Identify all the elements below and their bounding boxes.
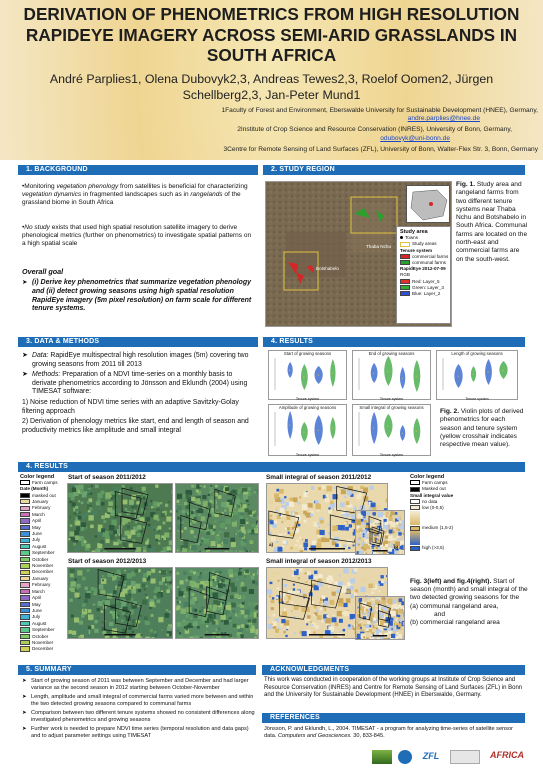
month-legend-item: October bbox=[20, 557, 66, 563]
legend-right-low: low (0-0,5) bbox=[410, 505, 525, 511]
month-legend-item: February bbox=[20, 582, 66, 588]
month-legend-item: July bbox=[20, 537, 66, 543]
method-step-2: 2) Derivation of phenology metrics like start, end and length of season and productivity metrics like amplitude and small integral bbox=[22, 418, 249, 434]
background-paragraph-2: •No study exists that used high spatial resolution satellite imagery to derive phenological metrics (further on phenometrics) to investigate spatial patterns on a high spatial scale bbox=[22, 224, 252, 248]
month-swatch bbox=[20, 582, 30, 587]
mean-crosshair: + bbox=[331, 370, 334, 376]
integral-color-legend bbox=[410, 474, 525, 552]
month-legend-item: November bbox=[20, 563, 66, 569]
month-legend-item: November bbox=[20, 640, 66, 646]
mean-crosshair: + bbox=[331, 425, 334, 431]
arrow-bullet-icon: ➤ bbox=[22, 371, 28, 379]
legend-right-masked: Masked out bbox=[410, 486, 525, 492]
legend-right-farm-camps: Farm camps bbox=[410, 480, 525, 486]
month-legend-item: December bbox=[20, 646, 66, 652]
mean-crosshair: + bbox=[386, 368, 390, 374]
red-band-swatch bbox=[400, 279, 410, 284]
month-swatch bbox=[20, 589, 30, 594]
month-swatch bbox=[20, 563, 30, 568]
violin-plot-start bbox=[268, 350, 347, 400]
plot-title-small-integral: Small integral of growing seasons bbox=[359, 405, 424, 410]
month-swatch bbox=[20, 608, 30, 613]
plot-title-amplitude: Amplitude of growing seasons bbox=[278, 405, 337, 410]
section-summary-header: 5. SUMMARY bbox=[18, 665, 256, 675]
legend-rapideye-title: RapidEye 2012-07-09 bbox=[400, 266, 446, 272]
legend-right-value-title: Small integral value bbox=[410, 492, 454, 498]
map-title-start-2012: Start of season 2012/2013 bbox=[68, 558, 147, 565]
month-legend-item: May bbox=[20, 602, 66, 608]
blue-band-swatch bbox=[400, 291, 410, 296]
month-legend-item: April bbox=[20, 595, 66, 601]
legend-band-red: Red: Layer_5 bbox=[400, 279, 447, 285]
month-swatch bbox=[20, 512, 30, 517]
month-swatch bbox=[20, 595, 30, 600]
violin-shapes-length bbox=[437, 356, 517, 392]
month-swatch bbox=[20, 499, 30, 504]
hnee-logo bbox=[372, 750, 392, 764]
mean-crosshair: + bbox=[372, 425, 375, 431]
summary-item-1: ➤ Start of growing season of 2011 was between September and December and had larger variance as the second season in 2012 starting between October-November bbox=[22, 678, 249, 691]
farm-camps-swatch bbox=[410, 480, 420, 485]
overall-goal-item: ➤ (i) Derive key phenometrics that summarize vegetation phenology and (ii) detect growing seasons using high spatial resolution RapidEye imagery (5m pixel resolution) on farm scale for different tenure systems. bbox=[22, 279, 252, 313]
arrow-bullet-icon: ➤ bbox=[22, 710, 27, 716]
mean-crosshair: + bbox=[415, 428, 418, 434]
summary-item-3: ➤ Comparison between two different tenure systems showed no consistent differences along investigated phenometrics and growing seasons bbox=[22, 710, 255, 723]
month-swatch bbox=[20, 621, 30, 626]
commercial-swatch bbox=[400, 254, 410, 259]
summary-item-2: ➤ Length, amplitude and small integral of commercial farms varied more between and within the two detected growing seasons compared to communal farms bbox=[22, 694, 254, 707]
data-bullet: ➤ Data: RapidEye multispectral high resolution images (5m) covering two growing seasons from 2011 till 2013 bbox=[22, 352, 249, 368]
methods-bullet: ➤ Methods: Preparation of a NDVI time-series on a monthly basis to derivate phenometrics according to Jönsson and Eklundh (2004) using TIMESAT software: bbox=[22, 371, 248, 396]
affiliation-2: 2Institute of Crop Science and Resource Conservation (INRES), University of Bonn, Germany, bbox=[237, 126, 512, 134]
month-legend-item: June bbox=[20, 608, 66, 614]
summary-item-4: ➤ Further work is needed to prepare NDVI time series (temporal resolution and data gaps) and to adjust parameter settings using TIMESAT bbox=[22, 726, 249, 739]
zfl-logo: ZFL bbox=[422, 751, 440, 761]
figure-3-4-caption: Fig. 3(left) and fig.4(right). Start of season (month) and small integral of the two detected growing seasons for the (a) communal rangeland area, and (b) commercial rangeland area bbox=[410, 578, 528, 627]
month-swatch bbox=[20, 518, 30, 523]
legend-tenure-title: Tenure system bbox=[400, 247, 433, 253]
legend-commercial: commercial farms bbox=[400, 254, 447, 260]
map-integral-2012-b bbox=[355, 596, 405, 640]
legend-right-medium: medium (1,5-2) bbox=[410, 525, 525, 531]
email-link-2[interactable]: odubovyk@uni-bonn.de bbox=[380, 134, 450, 142]
mean-crosshair: + bbox=[471, 371, 475, 377]
section-ack-header: ACKNOWLEDGMENTS bbox=[262, 665, 525, 675]
month-swatch bbox=[20, 614, 30, 619]
month-legend-item: May bbox=[20, 525, 66, 531]
ack-text: This work was conducted in cooperation of the working groups at Institute of Crop Science and Resource Conservation (INRES) and Centre for Remote Sensing of Land Surfaces (ZFL) in Bonn and the University for Sustainable Development (HNEE) in Eberswalde, Germany. bbox=[264, 677, 523, 699]
month-color-legend bbox=[20, 474, 66, 653]
town-label-botshabelo: Botshabelo bbox=[316, 266, 339, 271]
affiliation-3: 3Centre for Remote Sensing of Land Surfaces (ZFL), University of Bonn, Walter-Flex Str. 3, Bonn, Germany bbox=[223, 145, 538, 153]
panel-label-a: a) bbox=[269, 542, 274, 547]
month-swatch bbox=[20, 557, 30, 562]
medium-swatch bbox=[410, 526, 420, 531]
masked-swatch bbox=[410, 487, 420, 492]
plot-xlabel-end: Tenure system bbox=[379, 397, 404, 401]
plot-xlabel-start: Tenure system bbox=[295, 397, 320, 401]
data-methods-body bbox=[22, 352, 256, 435]
map-start-2012-b bbox=[175, 567, 259, 639]
month-legend-item: July bbox=[20, 614, 66, 620]
section-results-header-maps: 4. RESULTS bbox=[18, 462, 525, 472]
affiliation-1: 1Faculty of Forest and Environment, Eberswalde University for Sustainable Development (HNEE), Germany, bbox=[221, 107, 538, 114]
inset-overview-map bbox=[406, 185, 450, 223]
violin-shapes-start bbox=[269, 356, 346, 392]
gradient-bar-2 bbox=[410, 531, 420, 545]
month-swatch bbox=[20, 544, 30, 549]
month-legend-item: February bbox=[20, 505, 66, 511]
month-swatch bbox=[20, 550, 30, 555]
month-swatch bbox=[20, 570, 30, 575]
legend-band-green: Green: Layer_3 bbox=[400, 285, 447, 291]
month-legend-item: September bbox=[20, 550, 66, 556]
mean-crosshair: + bbox=[317, 427, 320, 433]
legend-right-title: Color legend bbox=[410, 474, 445, 480]
month-legend-list bbox=[20, 493, 66, 653]
arrow-bullet-icon: ➤ bbox=[22, 678, 27, 684]
town-marker-icon bbox=[400, 236, 403, 239]
town-label-thaba-nchu: Thaba Nchu bbox=[366, 244, 392, 249]
study-area-swatch bbox=[400, 242, 410, 247]
high-swatch bbox=[410, 546, 420, 551]
month-legend-item: December bbox=[20, 569, 66, 575]
arrow-bullet-icon: ➤ bbox=[22, 352, 28, 359]
authors-line-2: Schellberg2,3, Jan-Peter Mund1 bbox=[182, 88, 361, 102]
mean-crosshair: + bbox=[456, 373, 460, 379]
panel-label-b: b) bbox=[394, 545, 399, 550]
bonn-logo bbox=[398, 750, 412, 764]
violin-shapes-small-integral bbox=[353, 410, 430, 448]
arrow-bullet-icon: ➤ bbox=[22, 279, 28, 286]
legend-study-areas: Study areas bbox=[400, 241, 447, 247]
month-swatch bbox=[20, 525, 30, 530]
legend-communal: communal farms bbox=[400, 260, 447, 266]
section-data-methods-header: 3. DATA & METHODS bbox=[18, 337, 258, 347]
mean-crosshair: + bbox=[401, 375, 404, 381]
map-start-2012-a bbox=[67, 567, 173, 639]
month-legend-item: August bbox=[20, 621, 66, 627]
month-swatch bbox=[20, 506, 30, 511]
legend-towns: Towns bbox=[400, 235, 447, 241]
month-legend-item: March bbox=[20, 589, 66, 595]
authors-line-1: André Parplies1, Olena Dubovyk2,3, Andreas Tewes2,3, Roelof Oomen2, Jürgen bbox=[49, 72, 494, 86]
month-legend-item: August bbox=[20, 544, 66, 550]
legend-band-blue: Blue: Layer_2 bbox=[400, 291, 447, 297]
mean-crosshair: + bbox=[288, 422, 291, 428]
reference-entry: Jönsson, P. and Eklundh, L., 2004. TIMESAT - a program for analyzing time-series of satellite sensor data. Computers and Geosciences. 30, 833-845. bbox=[264, 726, 513, 739]
legend-study-area-title: Study area bbox=[400, 229, 428, 235]
violin-plot-amplitude bbox=[268, 404, 347, 456]
green-band-swatch bbox=[400, 285, 410, 290]
violin-shapes-end bbox=[353, 356, 430, 392]
month-swatch bbox=[20, 531, 30, 536]
legend-right-nodata: no data bbox=[410, 499, 525, 505]
month-legend-item: April bbox=[20, 518, 66, 524]
plot-xlabel-small-integral: Tenure system bbox=[379, 453, 404, 457]
month-legend-item: January bbox=[20, 576, 66, 582]
map-title-start-2011: Start of season 2011/2012 bbox=[68, 474, 146, 481]
method-step-1: 1) Noise reduction of NDVI time series with an adaptive Savitzky-Golay filtering approach bbox=[22, 398, 239, 415]
mean-crosshair: + bbox=[288, 367, 291, 373]
background-paragraph-1: •Monitoring vegetation phenology from satellites is beneficial for characterizing vegetation dynamics in fragmented landscapes such as in rangelands of the grassland biome in South Africa bbox=[22, 183, 248, 207]
legend-date-title: Date (Month) bbox=[20, 486, 49, 492]
summary-list bbox=[22, 678, 256, 740]
mean-crosshair: + bbox=[386, 423, 390, 429]
nodata-swatch bbox=[410, 499, 420, 504]
poster-title: DERIVATION OF PHENOMETRICS FROM HIGH RESOLUTION RAPIDEYE IMAGERY ACROSS SEMI-ARID GRASSLANDS IN SOUTH AFRICA bbox=[23, 4, 520, 65]
plot-title-length: Length of growing seasons bbox=[451, 351, 503, 356]
africa-logo: AFRICA bbox=[490, 750, 524, 760]
map-start-2011-b bbox=[175, 483, 259, 553]
authors bbox=[10, 71, 533, 103]
plot-xlabel-length: Tenure system bbox=[465, 397, 489, 401]
violin-plot-small-integral bbox=[352, 404, 431, 456]
month-swatch bbox=[20, 640, 30, 645]
legend-farm-camps: Farm camps bbox=[20, 480, 66, 486]
month-swatch bbox=[20, 602, 30, 607]
arrow-bullet-icon: ➤ bbox=[22, 694, 27, 700]
mean-crosshair: + bbox=[317, 372, 320, 378]
plot-xlabel-amplitude: Tenure system bbox=[295, 453, 320, 457]
gradient-bar-1 bbox=[410, 511, 420, 525]
mean-crosshair: + bbox=[372, 370, 375, 376]
plot-title-end: End of growing seasons bbox=[368, 351, 415, 356]
overall-goal-heading: Overall goal bbox=[22, 267, 64, 276]
plot-title-start: Start of growing seasons bbox=[283, 351, 332, 356]
month-legend-item: September bbox=[20, 627, 66, 633]
section-results-header-top: 4. RESULTS bbox=[263, 337, 525, 347]
farm-camps-swatch bbox=[20, 480, 30, 485]
map-title-integral-2012: Small integral of season 2012/2013 bbox=[266, 558, 372, 565]
email-link-1[interactable]: andre.parplies@hnee.de bbox=[407, 115, 480, 123]
violin-plot-length bbox=[436, 350, 518, 400]
section-references-header: REFERENCES bbox=[262, 713, 525, 723]
month-swatch bbox=[20, 627, 30, 632]
mean-crosshair: + bbox=[486, 369, 490, 375]
month-legend-item: masked out bbox=[20, 493, 66, 499]
mean-crosshair: + bbox=[415, 373, 418, 379]
communal-swatch bbox=[400, 260, 410, 265]
affiliations bbox=[100, 107, 540, 154]
violin-plot-end bbox=[352, 350, 431, 400]
map-start-2011-a bbox=[67, 483, 173, 553]
map-integral-2011-b bbox=[355, 510, 405, 555]
section-background-header: 1. BACKGROUND bbox=[18, 165, 258, 175]
mean-crosshair: + bbox=[501, 367, 505, 373]
month-swatch bbox=[20, 634, 30, 639]
month-swatch bbox=[20, 493, 30, 498]
mean-crosshair: + bbox=[401, 430, 404, 436]
logo-strip bbox=[372, 746, 532, 766]
map-title-integral-2011: Small integral of season 2011/2012 bbox=[266, 474, 372, 481]
arrow-bullet-icon: ➤ bbox=[22, 726, 27, 732]
low-swatch bbox=[410, 505, 420, 510]
month-legend-item: March bbox=[20, 512, 66, 518]
legend-right-high: high (>3,5) bbox=[410, 545, 525, 551]
month-swatch bbox=[20, 576, 30, 581]
month-legend-item: June bbox=[20, 531, 66, 537]
month-swatch bbox=[20, 646, 30, 651]
legend-rgb: RGB bbox=[400, 272, 410, 278]
mean-crosshair: + bbox=[302, 429, 306, 435]
figure-1-caption: Fig. 1. Study area and rangeland farms from two different tenure systems near Thaba Nchu and Botshabelo in South Africa. Communal farms are located on the north-east and commercial farms are on the south-west. bbox=[456, 181, 528, 263]
study-region-legend bbox=[396, 226, 451, 324]
month-legend-item: January bbox=[20, 499, 66, 505]
month-swatch bbox=[20, 538, 30, 543]
violin-shapes-amplitude bbox=[269, 410, 346, 448]
legend-left-title: Color legend bbox=[20, 474, 55, 480]
study-region-map bbox=[265, 181, 452, 327]
figure-2-caption: Fig. 2. Violin plots of derived phenometrics for each season and tenure system (yellow crosshair indicates respective mean value). bbox=[440, 408, 524, 449]
partner-logo bbox=[450, 750, 480, 764]
mean-crosshair: + bbox=[302, 374, 306, 380]
section-study-region-header: 2. STUDY REGION bbox=[263, 165, 525, 175]
month-legend-item: October bbox=[20, 634, 66, 640]
